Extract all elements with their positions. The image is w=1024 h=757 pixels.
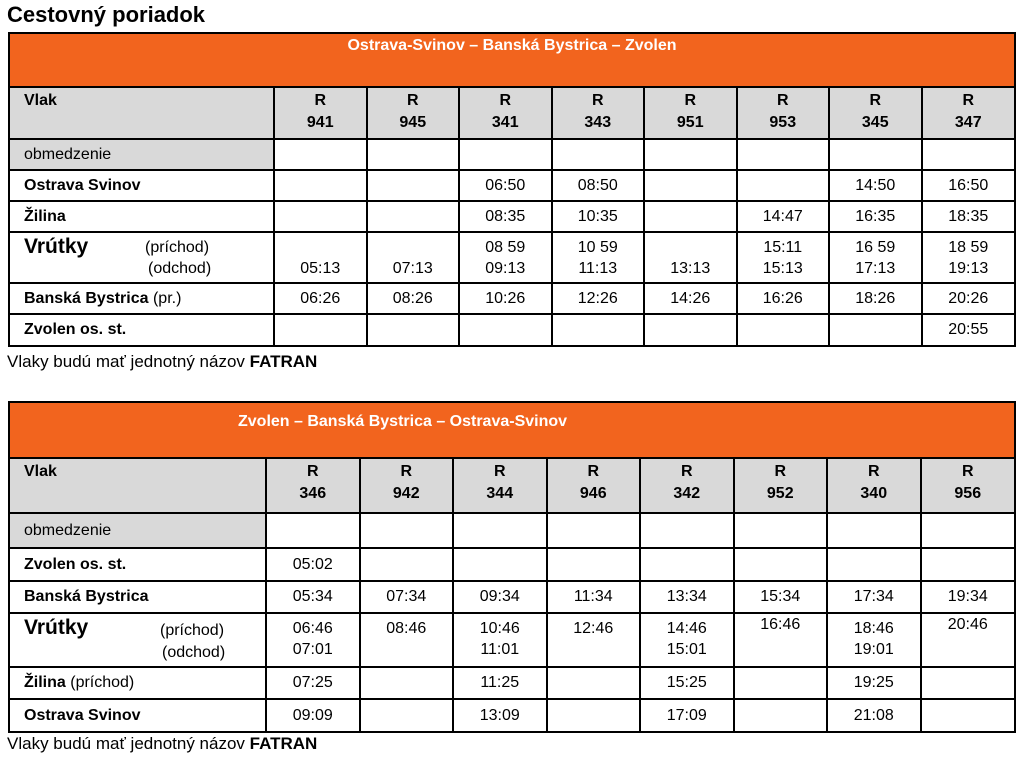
time-cell bbox=[734, 667, 828, 699]
time-cell: 13:09 bbox=[453, 699, 547, 731]
station-row-vrutky bbox=[10, 613, 1014, 667]
time-cell bbox=[547, 699, 641, 731]
train-header: R 942 bbox=[360, 458, 454, 513]
time-cell: 11:25 bbox=[453, 667, 547, 699]
station-row-ostrava bbox=[10, 170, 1014, 201]
time-cell: 13:34 bbox=[640, 581, 734, 613]
time-cell: 06:26 bbox=[274, 283, 367, 314]
time-cell bbox=[274, 170, 367, 201]
time-cell bbox=[367, 201, 460, 232]
time-cell: 09:09 bbox=[266, 699, 360, 731]
time-cell: 12:26 bbox=[552, 283, 645, 314]
time-cell bbox=[274, 201, 367, 232]
station-name: Žilina (príchod) bbox=[10, 667, 266, 699]
time-cell: 12:46 bbox=[547, 613, 641, 667]
time-cell: 17:34 bbox=[827, 581, 921, 613]
station-row-zvolen bbox=[10, 314, 1014, 345]
time-cell: 14:50 bbox=[829, 170, 922, 201]
time-cell: 14:47 bbox=[737, 201, 830, 232]
time-cell: 13:13 bbox=[644, 232, 737, 283]
station-name: Žilina bbox=[10, 201, 274, 232]
station-name: Banská Bystrica (pr.) bbox=[10, 283, 274, 314]
obmedzenie-label: obmedzenie bbox=[10, 513, 266, 548]
restriction-row bbox=[10, 513, 1014, 548]
time-cell bbox=[737, 314, 830, 345]
train-header: R 946 bbox=[547, 458, 641, 513]
station-row-banska-bystrica bbox=[10, 283, 1014, 314]
station-name-vrutky: Vrútky (príchod) (odchod) bbox=[10, 613, 266, 667]
obmedzenie-label: obmedzenie bbox=[10, 139, 274, 170]
time-cell: 18:35 bbox=[922, 201, 1015, 232]
timetable-outbound bbox=[8, 32, 1016, 347]
train-header-row bbox=[10, 87, 1014, 139]
train-header: R 340 bbox=[827, 458, 921, 513]
time-cell: 16 59 17:13 bbox=[829, 232, 922, 283]
station-row-zvolen bbox=[10, 548, 1014, 581]
vlak-label: Vlak bbox=[10, 458, 266, 513]
train-header-row bbox=[10, 458, 1014, 513]
time-cell bbox=[360, 667, 454, 699]
time-cell: 07:34 bbox=[360, 581, 454, 613]
train-header: R 342 bbox=[640, 458, 734, 513]
note-fatran: Vlaky budú mať jednotný názov FATRAN bbox=[7, 352, 318, 371]
time-cell: 08:26 bbox=[367, 283, 460, 314]
train-header: R 951 bbox=[644, 87, 737, 139]
time-cell bbox=[453, 548, 547, 581]
time-cell: 19:25 bbox=[827, 667, 921, 699]
station-row-vrutky bbox=[10, 232, 1014, 283]
vlak-label: Vlak bbox=[10, 87, 274, 139]
time-cell bbox=[367, 314, 460, 345]
time-cell bbox=[644, 314, 737, 345]
station-name: Ostrava Svinov bbox=[10, 170, 274, 201]
time-cell: 20:26 bbox=[922, 283, 1015, 314]
train-header: R 952 bbox=[734, 458, 828, 513]
route-title: Zvolen – Banská Bystrica – Ostrava-Svinov bbox=[10, 403, 1014, 458]
time-cell bbox=[552, 314, 645, 345]
time-cell bbox=[921, 699, 1015, 731]
time-cell: 07:25 bbox=[266, 667, 360, 699]
page-title: Cestovný poriadok bbox=[7, 2, 206, 27]
time-cell bbox=[827, 548, 921, 581]
time-cell: 08:35 bbox=[459, 201, 552, 232]
time-cell: 18:26 bbox=[829, 283, 922, 314]
time-cell bbox=[274, 314, 367, 345]
time-cell bbox=[921, 548, 1015, 581]
time-cell: 10:26 bbox=[459, 283, 552, 314]
time-cell: 06:50 bbox=[459, 170, 552, 201]
time-cell: 16:35 bbox=[829, 201, 922, 232]
time-cell: 15:34 bbox=[734, 581, 828, 613]
train-header: R 344 bbox=[453, 458, 547, 513]
time-cell bbox=[737, 170, 830, 201]
time-cell: 08:50 bbox=[552, 170, 645, 201]
time-cell: 07:13 bbox=[367, 232, 460, 283]
time-cell: 06:46 07:01 bbox=[266, 613, 360, 667]
train-header: R 941 bbox=[274, 87, 367, 139]
station-row-ostrava bbox=[10, 699, 1014, 731]
station-name: Zvolen os. st. bbox=[10, 314, 274, 345]
time-cell: 14:46 15:01 bbox=[640, 613, 734, 667]
time-cell: 20:46 bbox=[921, 613, 1015, 667]
time-cell: 10:46 11:01 bbox=[453, 613, 547, 667]
time-cell bbox=[734, 699, 828, 731]
time-cell: 18:46 19:01 bbox=[827, 613, 921, 667]
time-cell: 18 59 19:13 bbox=[922, 232, 1015, 283]
time-cell: 20:55 bbox=[922, 314, 1015, 345]
time-cell: 08:46 bbox=[360, 613, 454, 667]
train-header: R 953 bbox=[737, 87, 830, 139]
train-header: R 345 bbox=[829, 87, 922, 139]
time-cell bbox=[547, 548, 641, 581]
time-cell: 10:35 bbox=[552, 201, 645, 232]
train-header: R 346 bbox=[266, 458, 360, 513]
time-cell: 15:11 15:13 bbox=[737, 232, 830, 283]
station-name: Ostrava Svinov bbox=[10, 699, 266, 731]
time-cell: 16:26 bbox=[737, 283, 830, 314]
time-cell: 05:02 bbox=[266, 548, 360, 581]
time-cell bbox=[640, 548, 734, 581]
train-header: R 347 bbox=[922, 87, 1015, 139]
time-cell: 16:46 bbox=[734, 613, 828, 667]
train-header: R 945 bbox=[367, 87, 460, 139]
time-cell: 17:09 bbox=[640, 699, 734, 731]
station-name: Banská Bystrica bbox=[10, 581, 266, 613]
time-cell bbox=[921, 667, 1015, 699]
note-fatran: Vlaky budú mať jednotný názov FATRAN bbox=[7, 734, 318, 753]
time-cell: 15:25 bbox=[640, 667, 734, 699]
station-name-vrutky: Vrútky (príchod) (odchod) bbox=[10, 232, 274, 283]
time-cell: 16:50 bbox=[922, 170, 1015, 201]
station-row-zilina bbox=[10, 201, 1014, 232]
time-cell bbox=[644, 201, 737, 232]
time-cell: 11:34 bbox=[547, 581, 641, 613]
time-cell: 09:34 bbox=[453, 581, 547, 613]
time-cell: 21:08 bbox=[827, 699, 921, 731]
time-cell: 08 59 09:13 bbox=[459, 232, 552, 283]
time-cell bbox=[547, 667, 641, 699]
route-title: Ostrava-Svinov – Banská Bystrica – Zvolen bbox=[10, 34, 1014, 87]
time-cell bbox=[459, 314, 552, 345]
time-cell: 10 59 11:13 bbox=[552, 232, 645, 283]
time-cell: 14:26 bbox=[644, 283, 737, 314]
timetable-inbound bbox=[8, 401, 1016, 733]
train-header: R 341 bbox=[459, 87, 552, 139]
restriction-row bbox=[10, 139, 1014, 170]
time-cell bbox=[829, 314, 922, 345]
station-name: Zvolen os. st. bbox=[10, 548, 266, 581]
time-cell bbox=[734, 548, 828, 581]
station-row-banska-bystrica bbox=[10, 581, 1014, 613]
time-cell bbox=[360, 699, 454, 731]
time-cell: 05:34 bbox=[266, 581, 360, 613]
train-header: R 343 bbox=[552, 87, 645, 139]
station-row-zilina bbox=[10, 667, 1014, 699]
train-header: R 956 bbox=[921, 458, 1015, 513]
time-cell: 19:34 bbox=[921, 581, 1015, 613]
time-cell bbox=[367, 170, 460, 201]
time-cell: 05:13 bbox=[274, 232, 367, 283]
time-cell bbox=[360, 548, 454, 581]
time-cell bbox=[644, 170, 737, 201]
